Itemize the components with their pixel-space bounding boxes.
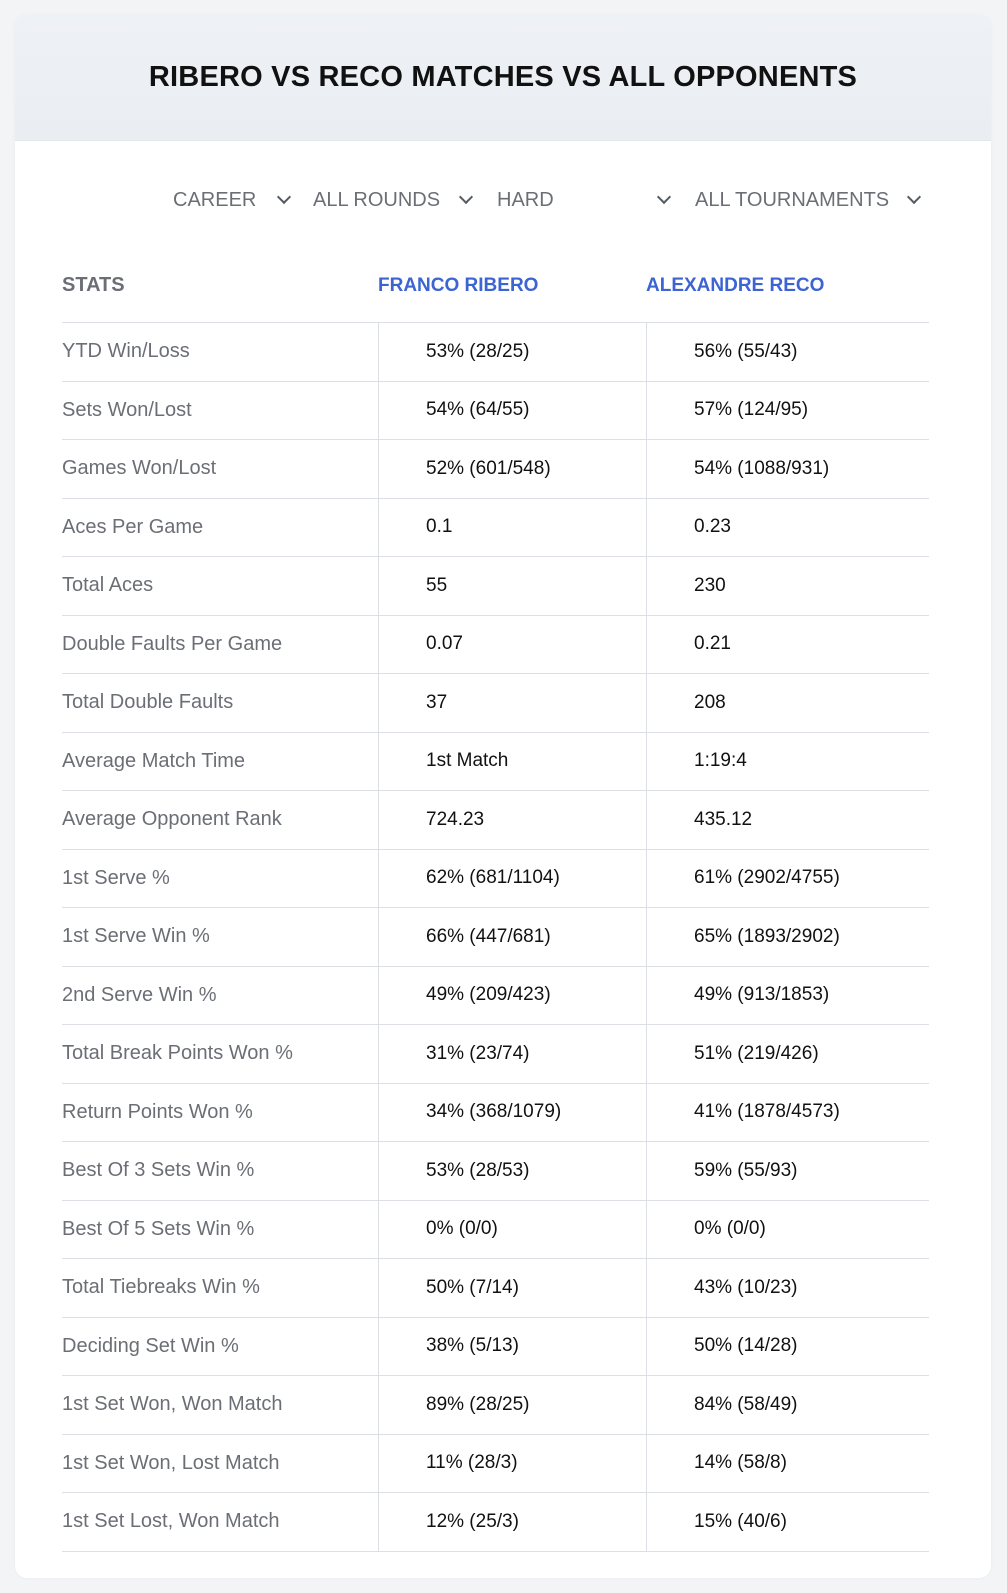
table-row (62, 440, 929, 499)
table-row (62, 1318, 929, 1377)
period-filter-label: CAREER (173, 188, 257, 211)
player1-value: 0.07 (378, 616, 646, 674)
stat-label: 1st Set Won, Lost Match (62, 1451, 280, 1474)
player2-value: 50% (14/28) (646, 1318, 929, 1376)
player1-value: 50% (7/14) (378, 1259, 646, 1317)
player2-value: 14% (58/8) (646, 1435, 929, 1493)
player1-value: 0.1 (378, 499, 646, 557)
stat-label: Return Points Won % (62, 1100, 253, 1123)
stat-label: 1st Serve Win % (62, 925, 210, 948)
player2-value: 84% (58/49) (646, 1376, 929, 1434)
chevron-down-icon (907, 190, 921, 204)
player2-value: 56% (55/43) (646, 323, 929, 381)
player2-value: 41% (1878/4573) (646, 1084, 929, 1142)
card-header (15, 15, 991, 141)
stat-label: Best Of 3 Sets Win % (62, 1159, 255, 1182)
table-header (62, 249, 929, 323)
tournament-filter[interactable] (695, 180, 923, 220)
player2-value: 43% (10/23) (646, 1259, 929, 1317)
surface-filter[interactable] (497, 180, 673, 220)
stat-label: 1st Set Lost, Won Match (62, 1510, 280, 1533)
round-filter-label: ALL ROUNDS (313, 188, 441, 211)
player1-value: 62% (681/1104) (378, 850, 646, 908)
table-row (62, 791, 929, 850)
period-filter[interactable] (173, 180, 293, 220)
player2-value: 0.23 (646, 499, 929, 557)
player1-column-header[interactable]: FRANCO RIBERO (378, 274, 539, 296)
table-row (62, 908, 929, 967)
stat-label: YTD Win/Loss (62, 340, 190, 363)
player2-value: 0.21 (646, 616, 929, 674)
stat-label: 1st Set Won, Won Match (62, 1393, 283, 1416)
stat-label: 2nd Serve Win % (62, 983, 217, 1006)
player2-value: 230 (646, 557, 929, 615)
stat-label: 1st Serve % (62, 866, 170, 889)
player1-value: 724.23 (378, 791, 646, 849)
player2-value: 49% (913/1853) (646, 967, 929, 1025)
player2-value: 54% (1088/931) (646, 440, 929, 498)
stats-card (15, 15, 991, 1578)
stat-label: Total Tiebreaks Win % (62, 1276, 260, 1299)
player1-value: 37 (378, 674, 646, 732)
player2-value: 1:19:4 (646, 733, 929, 791)
chevron-down-icon (277, 190, 291, 204)
player1-value: 53% (28/25) (378, 323, 646, 381)
player2-value: 61% (2902/4755) (646, 850, 929, 908)
table-row (62, 1376, 929, 1435)
table-row (62, 1493, 929, 1552)
player2-value: 435.12 (646, 791, 929, 849)
player1-value: 12% (25/3) (378, 1493, 646, 1551)
filter-bar (15, 180, 991, 220)
table-row (62, 733, 929, 792)
player1-value: 11% (28/3) (378, 1435, 646, 1493)
stat-label: Average Match Time (62, 749, 246, 772)
table-row (62, 616, 929, 675)
round-filter[interactable] (313, 180, 475, 220)
player2-value: 65% (1893/2902) (646, 908, 929, 966)
table-row (62, 557, 929, 616)
table-row (62, 850, 929, 909)
player1-value: 34% (368/1079) (378, 1084, 646, 1142)
stats-table (62, 249, 929, 1552)
surface-filter-label: HARD (497, 188, 554, 211)
player1-value: 49% (209/423) (378, 967, 646, 1025)
player1-value: 89% (28/25) (378, 1376, 646, 1434)
player1-value: 66% (447/681) (378, 908, 646, 966)
table-row (62, 1259, 929, 1318)
table-row (62, 967, 929, 1026)
player2-value: 59% (55/93) (646, 1142, 929, 1200)
tournament-filter-label: ALL TOURNAMENTS (695, 188, 890, 211)
table-row (62, 1025, 929, 1084)
stat-label: Deciding Set Win % (62, 1334, 239, 1357)
stat-label: Best Of 5 Sets Win % (62, 1217, 255, 1240)
player1-value: 53% (28/53) (378, 1142, 646, 1200)
chevron-down-icon (657, 190, 671, 204)
stat-label: Total Break Points Won % (62, 1042, 293, 1065)
stat-label: Total Double Faults (62, 691, 234, 714)
stat-label: Average Opponent Rank (62, 808, 282, 831)
player2-column-header[interactable]: ALEXANDRE RECO (646, 274, 825, 296)
table-row (62, 1435, 929, 1494)
player2-value: 208 (646, 674, 929, 732)
stat-label: Games Won/Lost (62, 457, 217, 480)
table-row (62, 1084, 929, 1143)
stat-label: Total Aces (62, 574, 154, 597)
player1-value: 38% (5/13) (378, 1318, 646, 1376)
player2-value: 15% (40/6) (646, 1493, 929, 1551)
stat-label: Aces Per Game (62, 515, 204, 538)
player1-value: 1st Match (378, 733, 646, 791)
table-row (62, 499, 929, 558)
player1-value: 52% (601/548) (378, 440, 646, 498)
page-title: RIBERO VS RECO MATCHES VS ALL OPPONENTS (148, 61, 858, 93)
player2-value: 57% (124/95) (646, 382, 929, 440)
chevron-down-icon (459, 190, 473, 204)
player2-value: 51% (219/426) (646, 1025, 929, 1083)
player1-value: 31% (23/74) (378, 1025, 646, 1083)
stat-label: Double Faults Per Game (62, 632, 283, 655)
table-row (62, 382, 929, 441)
player1-value: 55 (378, 557, 646, 615)
stats-column-header: STATS (62, 274, 125, 296)
player1-value: 0% (0/0) (378, 1201, 646, 1259)
player1-value: 54% (64/55) (378, 382, 646, 440)
table-row (62, 1201, 929, 1260)
table-row (62, 674, 929, 733)
player2-value: 0% (0/0) (646, 1201, 929, 1259)
stat-label: Sets Won/Lost (62, 398, 192, 421)
table-row (62, 323, 929, 382)
table-row (62, 1142, 929, 1201)
